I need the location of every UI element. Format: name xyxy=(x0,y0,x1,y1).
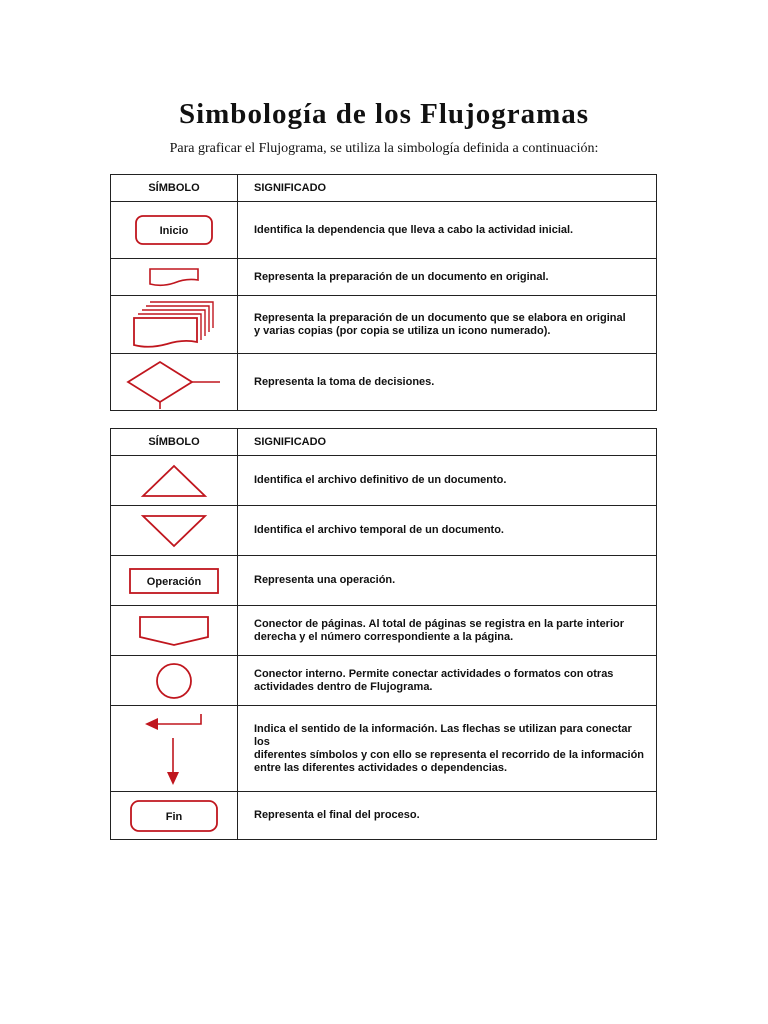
decision-diamond-icon xyxy=(126,355,222,409)
meaning-line: Representa la preparación de un documento que se elabora en original xyxy=(254,311,626,324)
meaning-line: entre las diferentes actividades o dependencias. xyxy=(254,761,508,774)
table-header-row xyxy=(111,429,657,456)
flow-arrows-icon xyxy=(143,712,205,786)
header-symbol: SÍMBOLO xyxy=(111,429,238,456)
symbol-cell xyxy=(111,259,238,296)
symbol-cell xyxy=(111,456,238,506)
symbol-cell xyxy=(111,556,238,606)
meaning-cell xyxy=(238,296,657,354)
header-symbol: SÍMBOLO xyxy=(111,175,238,202)
table-header-row xyxy=(111,175,657,202)
table-row xyxy=(111,656,657,706)
meaning-cell xyxy=(238,606,657,656)
meaning-cell: Representa una operación. xyxy=(238,556,657,606)
symbol-cell xyxy=(111,606,238,656)
page-connector-icon xyxy=(138,615,210,647)
symbol-cell xyxy=(111,506,238,556)
meaning-cell xyxy=(238,706,657,792)
arrow-left-icon xyxy=(157,714,201,724)
header-meaning: SIGNIFICADO xyxy=(238,429,657,456)
symbol-table-2 xyxy=(110,428,657,840)
table-row xyxy=(111,706,657,792)
table-row xyxy=(111,506,657,556)
meaning-line: Conector interno. Permite conectar actividades o formatos con otras xyxy=(254,667,614,680)
internal-connector-circle-icon xyxy=(154,661,194,701)
meaning-cell: Representa el final del proceso. xyxy=(238,792,657,840)
symbol-cell xyxy=(111,354,238,411)
meaning-line: actividades dentro de Flujograma. xyxy=(254,680,433,693)
meaning-cell: Representa la preparación de un documento en original. xyxy=(238,259,657,296)
table-row xyxy=(111,792,657,840)
table-row xyxy=(111,354,657,411)
meaning-cell: Identifica el archivo temporal de un documento. xyxy=(238,506,657,556)
permanent-archive-triangle-icon xyxy=(141,464,207,498)
meaning-line: Indica el sentido de la información. Las flechas se utilizan para conectar los xyxy=(254,722,632,748)
table-row xyxy=(111,456,657,506)
symbol-cell xyxy=(111,706,238,792)
symbol-cell xyxy=(111,792,238,840)
page-title: Simbología de los Flujogramas xyxy=(178,98,590,130)
meaning-line: derecha y el número correspondiente a la página. xyxy=(254,630,514,643)
meaning-cell xyxy=(238,656,657,706)
meaning-cell: Representa la toma de decisiones. xyxy=(238,354,657,411)
symbol-cell xyxy=(111,656,238,706)
table-row xyxy=(111,606,657,656)
end-label: Fin xyxy=(165,810,183,823)
table-row xyxy=(111,259,657,296)
table-row xyxy=(111,556,657,606)
document-icon xyxy=(148,266,200,288)
end-terminal-icon xyxy=(129,799,219,833)
header-meaning: SIGNIFICADO xyxy=(238,175,657,202)
symbol-table-1 xyxy=(110,174,657,411)
multiple-documents-icon xyxy=(133,300,215,350)
meaning-line: y varias copias (por copia se utiliza un icono numerado). xyxy=(254,324,551,337)
operation-rectangle-icon xyxy=(128,567,220,595)
operation-label: Operación xyxy=(146,575,202,588)
start-label: Inicio xyxy=(159,225,189,237)
symbol-cell xyxy=(111,202,238,259)
symbol-cell xyxy=(111,296,238,354)
start-terminal-icon xyxy=(134,214,214,246)
meaning-line: Conector de páginas. Al total de páginas se registra en la parte interior xyxy=(254,617,625,630)
table-row xyxy=(111,202,657,259)
meaning-cell: Identifica la dependencia que lleva a cabo la actividad inicial. xyxy=(238,202,657,259)
meaning-cell: Identifica el archivo definitivo de un documento. xyxy=(238,456,657,506)
table-row xyxy=(111,296,657,354)
meaning-line: diferentes símbolos y con ello se representa el recorrido de la información xyxy=(254,748,645,761)
temporary-archive-triangle-icon xyxy=(141,514,207,548)
page-subtitle: Para graficar el Flujograma, se utiliza la simbología definida a continuación: xyxy=(169,141,599,156)
